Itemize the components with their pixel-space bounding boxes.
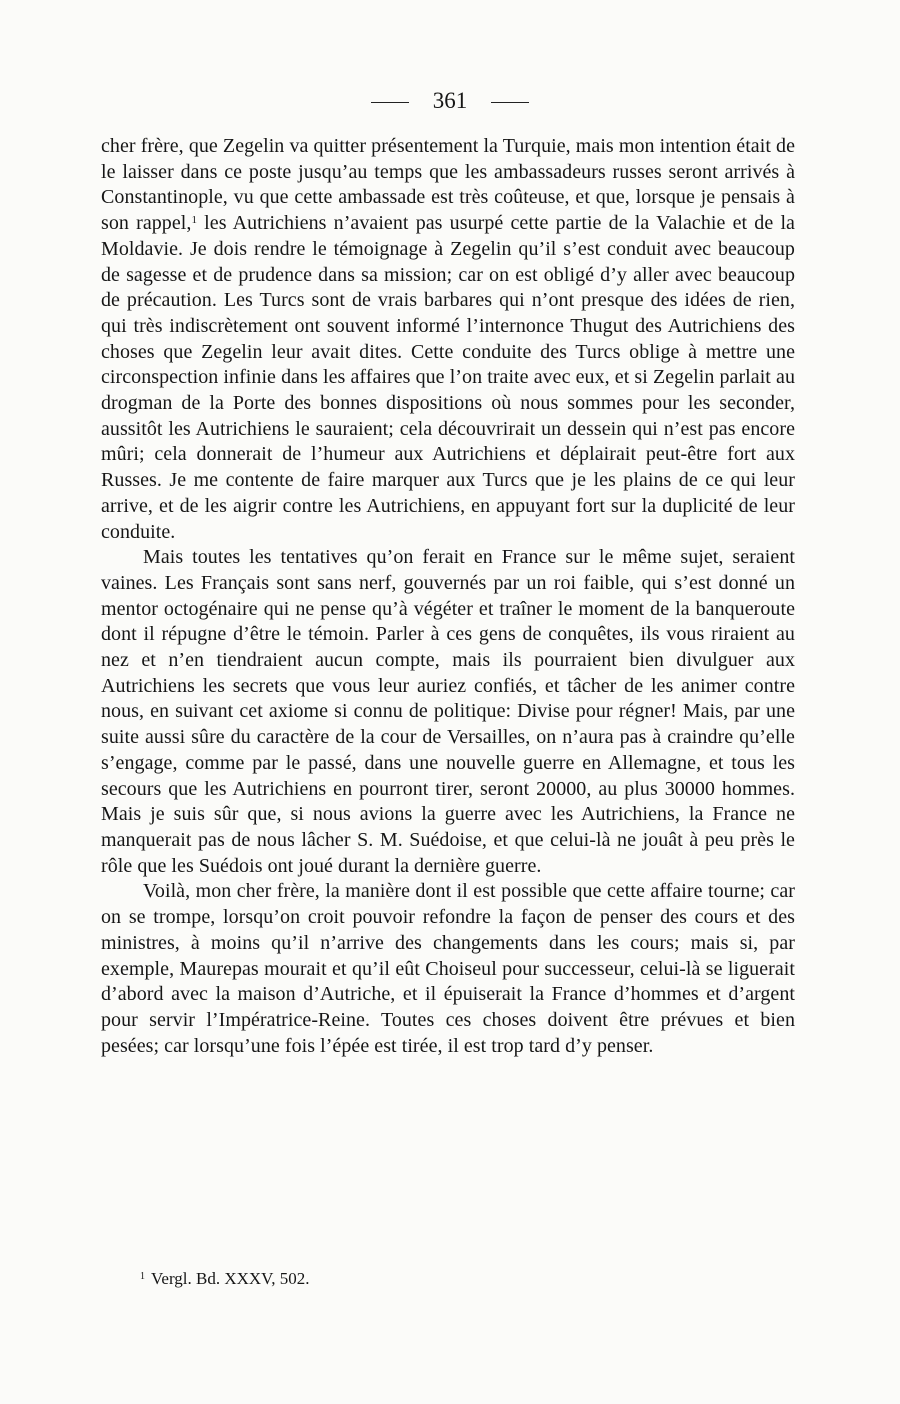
paragraph-1-text-before-note: cher frère, que Zegelin va quitter présentement la Turquie, mais mon intention était de le laisser dans ce poste jusqu’au temps que les ambassadeurs russes seront arrivés à Constantinople, vu que cette ambassade est très coûteuse, et que, lorsque je pensais à son rappel, [101, 135, 795, 235]
body-text [101, 134, 795, 1059]
header-rule-right [491, 102, 529, 103]
paragraph-1-text-after-note: les Autrichiens n’avaient pas usurpé cette partie de la Valachie et de la Moldavie. Je dois rendre le témoignage à Zegelin qu’il s’est conduit avec beaucoup de sagesse et de prudence dans sa mission; car on est obligé d’y aller avec beaucoup de précaution. Les Turcs sont de vrais barbares qui n’ont presque des idées de rien, qui très indiscrètement ont souvent informé l’internonce Thugut des Autrichiens des choses que Zegelin leur avait dites. Cette conduite des Turcs oblige à mettre une circonspection infinie dans les affaires que l’on traite avec eux, et si Zegelin parlait au drogman de la Porte des bonnes dispositions où nous sommes pour les seconder, aussitôt les Autrichiens le sauraient; cela découvrirait un dessein qui n’est pas encore mûri; cela donnerait de l’humeur aux Autrichiens et déplairait peut-être fort aux Russes. Je me contente de faire marquer aux Turcs que je les plains de ce qui leur arrive, et de les aigrir contre les Autrichiens, en appuyant fort sur la duplicité de leur conduite. [101, 212, 795, 543]
page-header [0, 86, 900, 116]
footnote-text: Vergl. Bd. XXXV, 502. [151, 1269, 310, 1288]
footnote [140, 1266, 310, 1290]
footnote-reference: 1 [191, 214, 197, 227]
paragraph-2: Mais toutes les tentatives qu’on ferait en France sur le même sujet, seraient vaines. Les Français sont sans nerf, gouvernés par un roi faible, qui s’est donné un mentor octogénaire qui ne pense qu’à végéter et traîner le moment de la banqueroute dont il répugne d’être le témoin. Parler à ces gens de conquêtes, ils vous riraient au nez et n’en tiendraient aucun compte, mais ils pourraient bien divulguer aux Autrichiens les secrets que vous leur auriez confiés, et tâcher de les animer contre nous, en suivant cet axiome si connu de politique: Divise pour régner! Mais, par une suite aussi sûre du caractère de la cour de Versailles, on n’aura pas à craindre qu’elle s’engage, comme par le passé, dans une nouvelle guerre en Allemagne, et tous les secours que les Autrichiens en pourront tirer, seront 20000, au plus 30000 hommes. Mais je suis sûr que, si nous avions la guerre avec les Autrichiens, la France ne manquerait pas de nous lâcher S. M. Suédoise, et que celui-là ne jouât à peu près le rôle que les Suédois ont joué durant la dernière guerre. [101, 546, 795, 877]
header-rule-left [371, 102, 409, 103]
paragraph-1 [101, 134, 795, 545]
paragraph-3: Voilà, mon cher frère, la manière dont il est possible que cette affaire tourne; car on se trompe, lorsqu’on croit pouvoir refondre la façon de penser des cours et des ministres, à moins qu’il n’arrive des changements dans les cours; mais si, par exemple, Maurepas mourait et qu’il eût Choiseul pour successeur, celui-là se liguerait d’abord avec la maison d’Autriche, et il épuiserait la France d’hommes et d’argent pour servir l’Impératrice-Reine. Toutes ces choses doivent être prévues et bien pesées; car lorsqu’une fois l’épée est tirée, il est trop tard d’y penser. [101, 880, 795, 1057]
page-number: 361 [432, 88, 468, 113]
footnote-marker: 1 [140, 1271, 145, 1282]
